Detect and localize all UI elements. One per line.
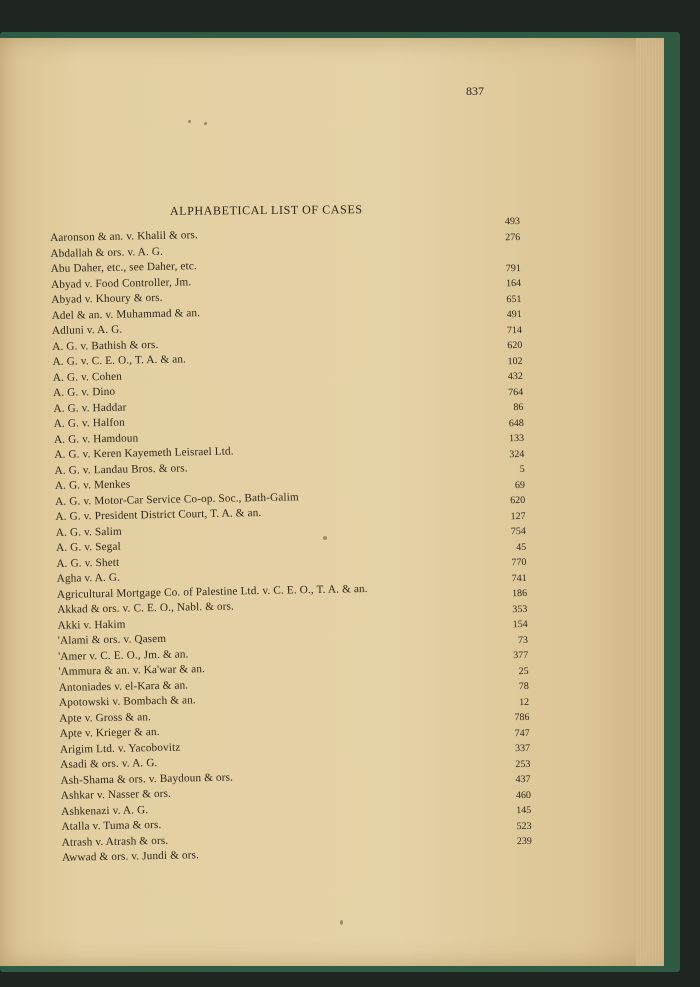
page-title: ALPHABETICAL LIST OF CASES bbox=[169, 202, 363, 218]
case-page-number: 460 bbox=[515, 789, 532, 801]
case-name: Antoniades v. el-Kara & an. bbox=[58, 678, 189, 694]
case-page-number: 651 bbox=[506, 293, 522, 305]
case-name: Agricultural Mortgage Co. of Palestine Ltd. v. C. E. O., T. A. & an. bbox=[56, 582, 368, 601]
case-name: A. G. v. Shett bbox=[56, 556, 120, 570]
case-page-number: 69 bbox=[514, 479, 526, 491]
case-name: Abdallah & ors. v. A. G. bbox=[50, 245, 164, 260]
case-name: Abyad v. Khoury & ors. bbox=[51, 291, 163, 306]
ink-spot bbox=[204, 122, 207, 125]
case-page-number: 239 bbox=[516, 835, 532, 848]
case-page-number: 754 bbox=[510, 525, 526, 538]
case-name: A. G. v. Bathish & ors. bbox=[52, 338, 159, 353]
case-name: Adluni v. A. G. bbox=[51, 323, 123, 337]
case-name: A. G. v. Halfon bbox=[53, 416, 125, 430]
case-page-number: 86 bbox=[513, 401, 524, 414]
case-name: 'Ammura & an. v. Ka'war & an. bbox=[58, 663, 206, 678]
ink-spot bbox=[188, 120, 191, 123]
case-page-number: 12 bbox=[519, 696, 530, 708]
case-page-number: 78 bbox=[518, 680, 529, 693]
case-name: 'Alami & ors. v. Qasem bbox=[57, 632, 167, 647]
case-name: Atrash v. Atrash & ors. bbox=[61, 834, 169, 849]
case-page-number: 353 bbox=[512, 603, 528, 615]
case-page-number: 25 bbox=[518, 665, 529, 677]
case-page-number: 186 bbox=[511, 587, 528, 600]
case-name: Awwad & ors. v. Jundi & ors. bbox=[61, 849, 200, 864]
case-page-number: 45 bbox=[516, 541, 527, 553]
case-name: 'Amer v. C. E. O., Jm. & an. bbox=[58, 647, 189, 663]
case-name: Akki v. Hakim bbox=[57, 618, 126, 632]
case-name: A. G. v. Cohen bbox=[52, 370, 123, 384]
case-name: A. G. v. Motor-Car Service Co-op. Soc., Bath-Galim bbox=[55, 490, 299, 508]
case-name: A. G. v. C. E. O., T. A. & an. bbox=[52, 353, 187, 368]
case-page-number: 127 bbox=[510, 510, 526, 522]
case-name: Ash-Shama & ors. v. Baydoun & ors. bbox=[60, 771, 234, 787]
case-name: A. G. v. Keren Kayemeth Leisrael Ltd. bbox=[54, 445, 234, 461]
case-page-number: 648 bbox=[508, 417, 524, 429]
case-page-number: 253 bbox=[515, 758, 531, 770]
ink-spot bbox=[340, 920, 343, 925]
case-page-number: 337 bbox=[514, 742, 531, 755]
case-name: A. G. v. Landau Bros. & ors. bbox=[54, 461, 188, 477]
case-name: A. G. v. Salim bbox=[55, 525, 122, 539]
case-name: A. G. v. Menkes bbox=[54, 478, 131, 492]
case-page-number: 154 bbox=[512, 618, 528, 631]
case-page-number: 276 bbox=[505, 231, 521, 243]
case-page-number: 791 bbox=[505, 262, 521, 274]
case-page-number: 491 bbox=[506, 308, 522, 321]
case-page-number: 5 bbox=[519, 463, 525, 476]
case-page-number: 523 bbox=[516, 820, 532, 832]
case-name: A. G. v. President District Court, T. A. & an. bbox=[55, 506, 262, 523]
case-page-number: 620 bbox=[510, 494, 526, 507]
case-page-number: 620 bbox=[507, 339, 523, 352]
case-name: Atalla v. Tuma & ors. bbox=[61, 818, 162, 833]
case-name: Arigim Ltd. v. Yacobovitz bbox=[59, 741, 181, 756]
case-page-number: 164 bbox=[505, 277, 522, 290]
case-name: Ashkenazi v. A. G. bbox=[61, 803, 149, 818]
case-name: Aaronson & an. v. Khalil & ors. bbox=[50, 229, 199, 244]
page-edge bbox=[636, 38, 664, 966]
case-name: A. G. v. Segal bbox=[55, 540, 121, 554]
case-name: Apte v. Krieger & an. bbox=[59, 725, 160, 740]
case-name: Abu Daher, etc., see Daher, etc. bbox=[50, 260, 197, 275]
case-name: Apotowski v. Bombach & an. bbox=[58, 694, 196, 709]
case-page-number: 770 bbox=[511, 556, 527, 569]
case-name: Abyad v. Food Controller, Jm. bbox=[50, 275, 192, 291]
case-name: Agha v. A. G. bbox=[56, 571, 121, 585]
case-page-number: 324 bbox=[509, 448, 525, 460]
case-name: Asadi & ors. v. A. G. bbox=[60, 757, 158, 771]
case-list bbox=[50, 215, 532, 866]
page-number: 837 bbox=[466, 84, 484, 98]
case-page-number: 747 bbox=[514, 727, 530, 739]
case-page-number: 133 bbox=[508, 432, 525, 445]
case-page-number: 764 bbox=[508, 386, 524, 398]
case-page-number: 377 bbox=[513, 649, 529, 662]
case-page-number: 437 bbox=[515, 773, 531, 786]
case-name: Apte v. Gross & an. bbox=[59, 710, 152, 725]
case-name: A. G. v. Dino bbox=[52, 385, 116, 399]
case-page-number: 145 bbox=[516, 804, 532, 817]
case-page-number: 493 bbox=[504, 215, 521, 228]
case-page-number: 786 bbox=[514, 711, 530, 724]
case-page-number: 432 bbox=[507, 370, 523, 383]
case-name: Akkad & ors. v. C. E. O., Nabl. & ors. bbox=[57, 600, 235, 616]
case-name: Adel & an. v. Muhammad & an. bbox=[51, 306, 201, 322]
case-page-number: 741 bbox=[511, 572, 527, 584]
case-page-number: 714 bbox=[506, 324, 523, 336]
case-name: A. G. v. Hamdoun bbox=[53, 431, 139, 446]
case-page-number: 102 bbox=[507, 355, 523, 367]
case-name: Ashkar v. Nasser & ors. bbox=[60, 787, 172, 802]
case-name: A. G. v. Haddar bbox=[53, 401, 127, 415]
case-page-number: 73 bbox=[517, 634, 529, 646]
